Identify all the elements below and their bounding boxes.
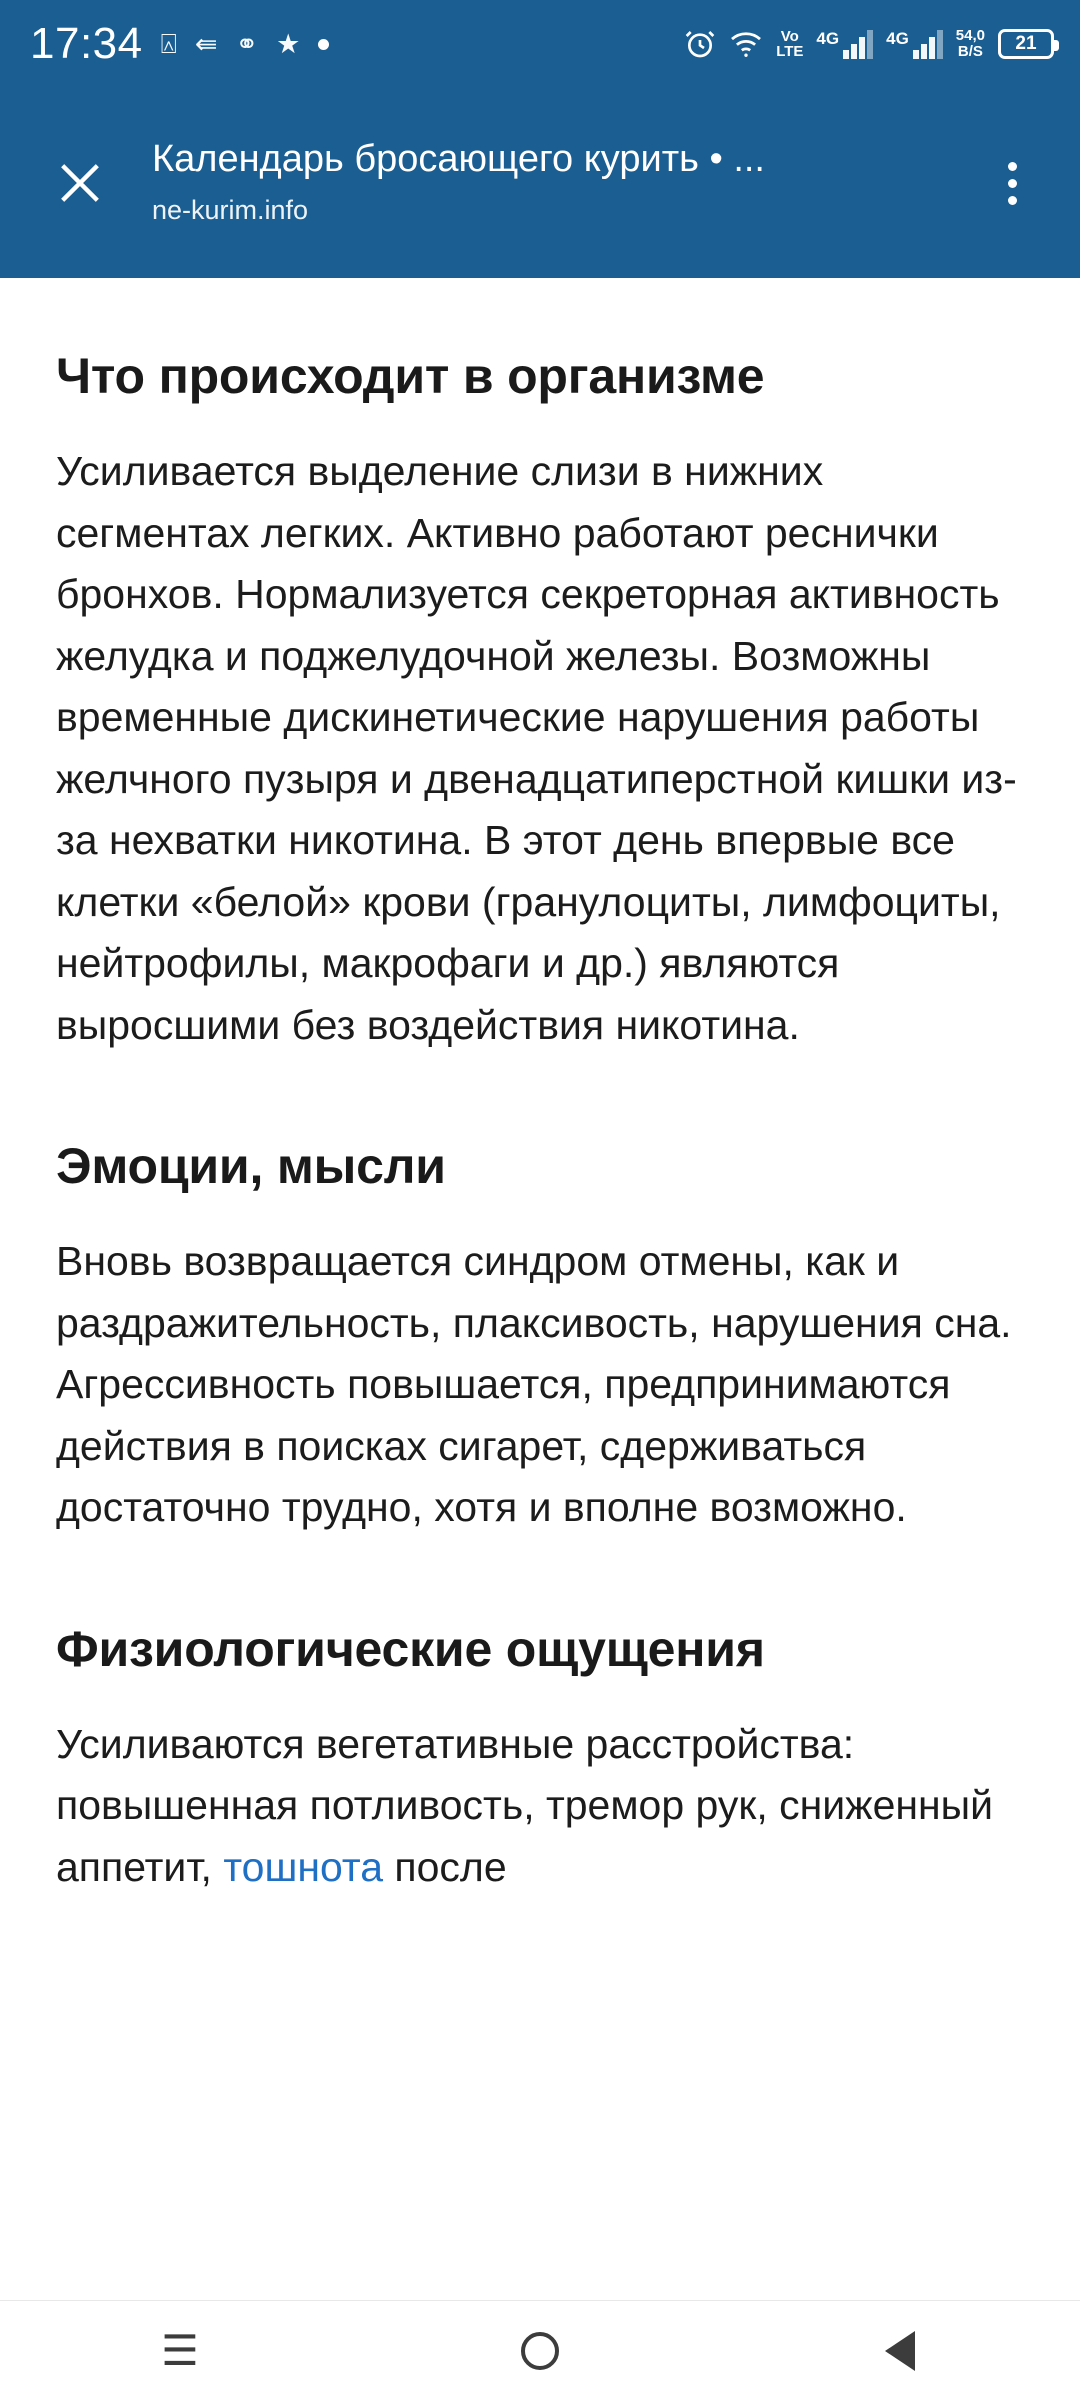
sim2-signal [886, 29, 943, 59]
network-speed-value: 54,0 [955, 27, 985, 45]
recents-icon: ☰ [161, 2326, 199, 2374]
sim2-bars [913, 29, 943, 59]
status-bar [0, 0, 1080, 88]
dot-indicator [318, 39, 329, 50]
network-speed-unit: B/S [957, 43, 983, 60]
alarm-icon [684, 28, 716, 60]
volte-line2: LTE [776, 43, 804, 60]
back-button[interactable] [830, 2301, 970, 2400]
section-paragraph-emotions: Вновь возвращается синдром отмены, как и раздражительность, плаксивость, нарушения сна. Агрессивность повышается, предпринимаются действия в поисках сигарет, сдерживаться достаточно трудно, хотя и вполне возможно. [56, 1238, 1012, 1530]
section-heading-body: Что происходит в организме [56, 348, 765, 404]
app-bar [0, 88, 1080, 278]
more-vertical-icon-dot-3 [1008, 196, 1017, 205]
article-content[interactable] [0, 278, 1080, 2300]
section-paragraph-physiology [56, 1714, 1024, 1899]
system-navigation-bar [0, 2300, 1080, 2400]
screenshot-icon: ⍓ [160, 28, 177, 59]
headset-icon: ⚭ [235, 28, 259, 59]
volte-indicator [776, 29, 803, 59]
more-vertical-icon-dot-1 [1008, 162, 1017, 171]
page-title: Календарь бросающего курить • ... [152, 137, 765, 180]
sim1-label: 4G [816, 29, 840, 48]
status-bar-right [684, 28, 1054, 60]
mute-icon: ⇚ [194, 28, 218, 59]
star-icon: ★ [276, 28, 301, 59]
more-vertical-icon-dot-2 [1008, 179, 1017, 188]
network-speed [956, 28, 985, 60]
back-icon [885, 2331, 915, 2371]
sim1-bars [843, 29, 873, 59]
sim2-label: 4G [886, 29, 909, 48]
section-paragraph-body: Усиливается выделение слизи в нижних сегментах легких. Активно работают реснички бронхов. Нормализуется секреторная активность желудка и поджелудочной железы. Возможны временные дискинетические нарушения работы желчного пузыря и двенадцатиперстной кишки из-за нехватки никотина. В этот день впервые все клетки «белой» крови (гранулоциты, лимфоциты, нейтрофилы, макрофаги и др.) являются выросшими без воздействия никотина. [56, 448, 1017, 1048]
battery-indicator [998, 29, 1054, 59]
close-button[interactable] [34, 137, 126, 229]
app-bar-titles [126, 136, 972, 231]
overflow-menu-button[interactable] [972, 137, 1052, 229]
close-icon [54, 157, 106, 209]
home-icon [521, 2332, 559, 2370]
home-button[interactable] [470, 2301, 610, 2400]
status-bar-left [30, 19, 329, 68]
section-heading-emotions: Эмоции, мысли [56, 1138, 446, 1194]
section-heading-physiology: Физиологические ощущения [56, 1620, 765, 1677]
status-clock: 17:34 [30, 19, 143, 68]
nausea-link[interactable]: тошнота [223, 1843, 384, 1890]
recents-button[interactable] [110, 2301, 250, 2400]
sim1-signal [816, 29, 873, 59]
page-url: ne-kurim.info [152, 195, 309, 226]
battery-percent: 21 [1015, 33, 1037, 54]
physiology-text-before-link: Усиливаются вегетативные расстройства: повышенная потливость, тремор рук, сниженный аппетит, [56, 1720, 994, 1890]
wifi-icon [729, 30, 763, 58]
volte-line1: Vo [780, 28, 799, 45]
physiology-text-after-link: после [383, 1843, 507, 1890]
